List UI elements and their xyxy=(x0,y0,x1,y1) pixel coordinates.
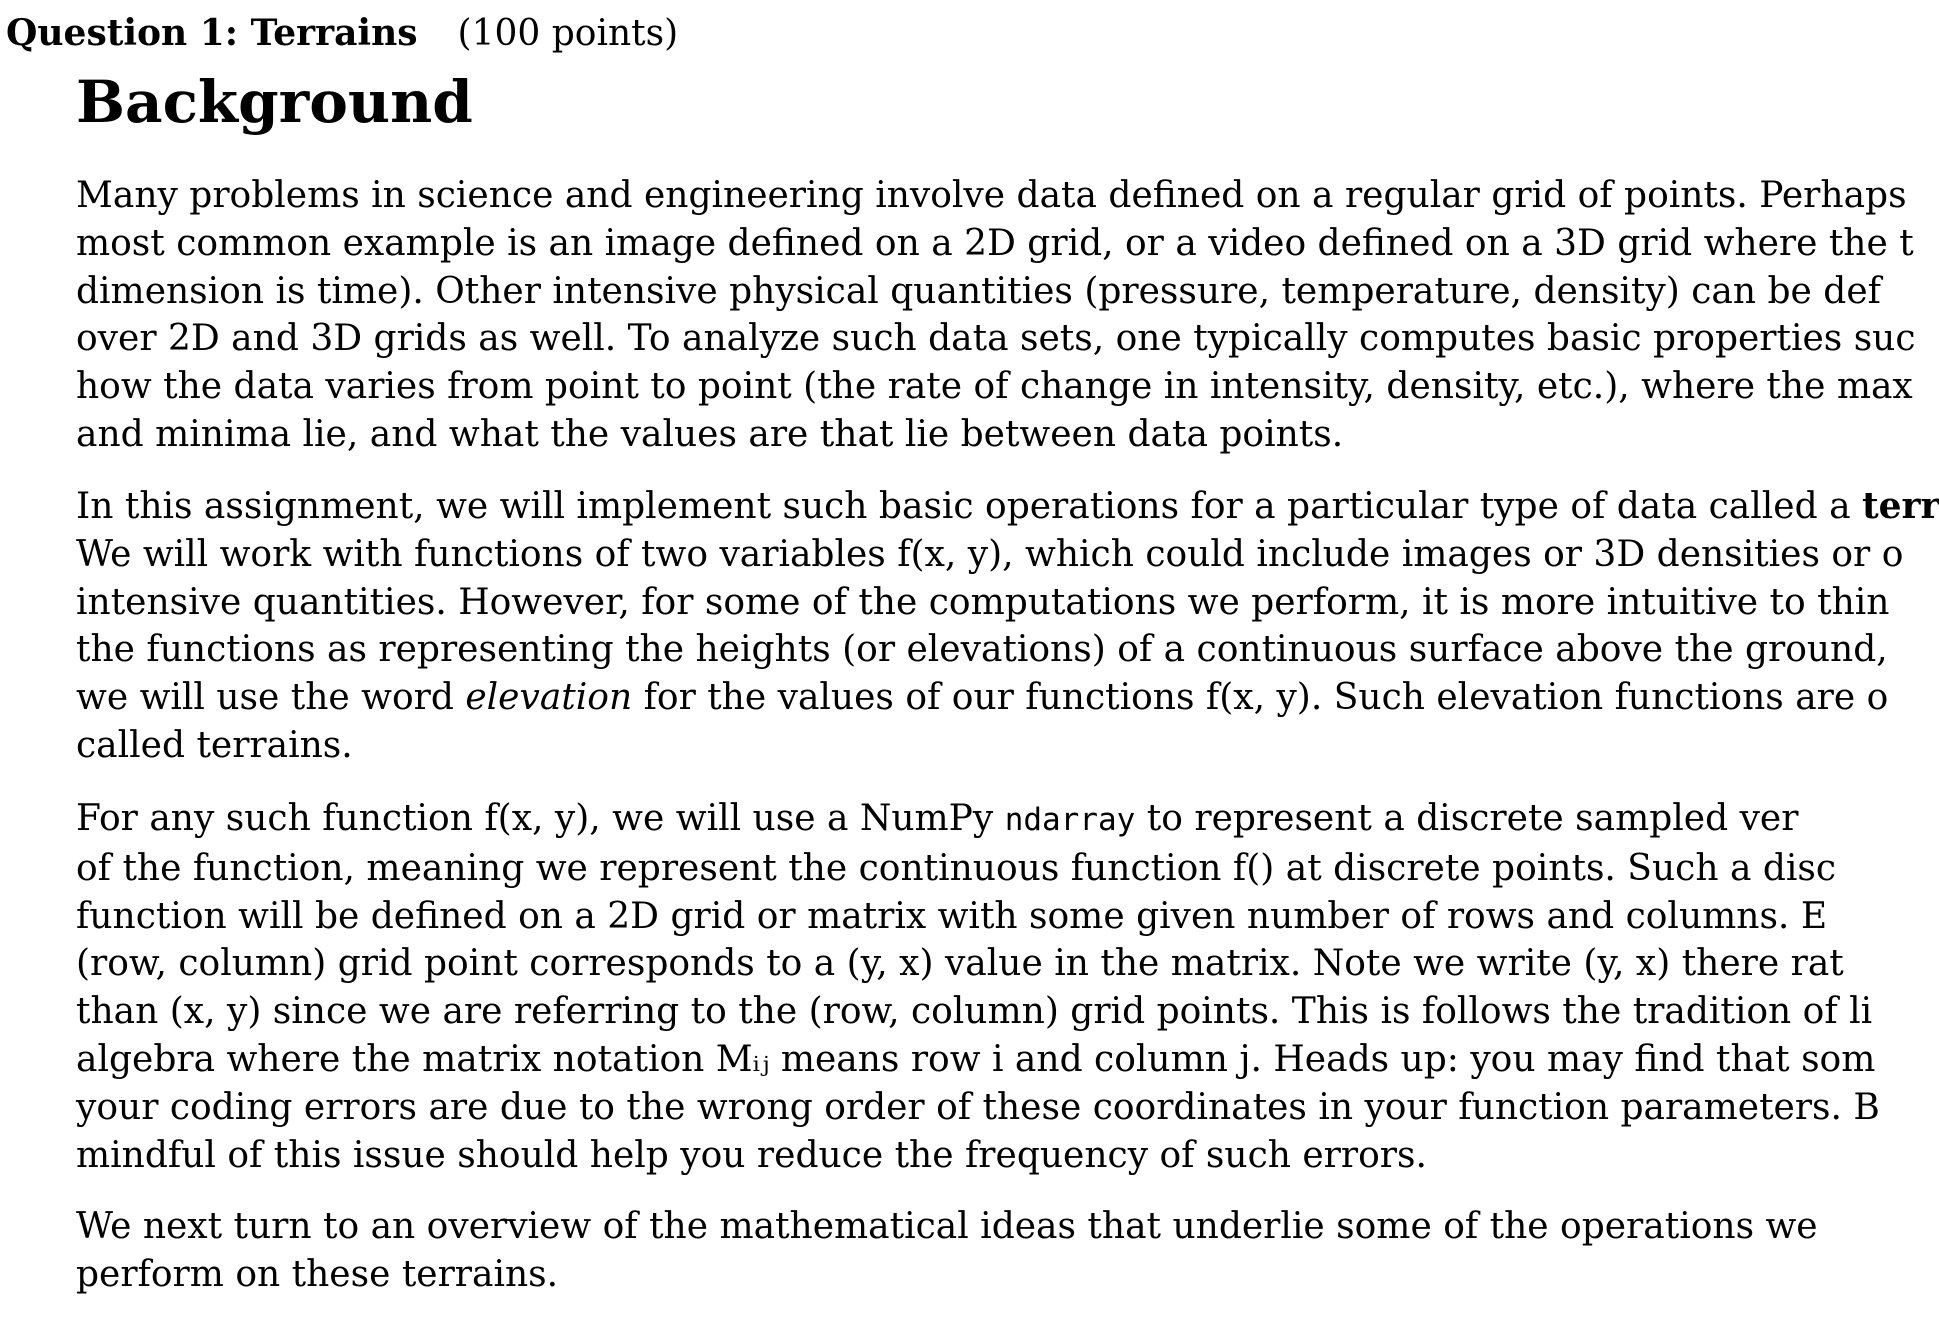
paragraph-line: dimension is time). Other intensive physical quantities (pressure, temperature, density) can be def xyxy=(76,270,1881,312)
paragraph-line: Many problems in science and engineering involve data defined on a regular grid of points. Perhaps xyxy=(76,175,1907,216)
paragraph-line: We will work with functions of two variables f(x, y), which could include images or 3D densities or o xyxy=(76,533,1904,575)
paragraph-line: the functions as representing the heights (or elevations) of a continuous surface above the ground, xyxy=(76,629,1888,671)
paragraph-line: mindful of this issue should help you reduce the frequency of such errors. xyxy=(76,1134,1427,1176)
paragraph-line xyxy=(76,674,1889,722)
paragraph-intro xyxy=(76,172,1916,459)
bold-term: terr xyxy=(1862,485,1939,527)
paragraph-overview xyxy=(76,1203,1818,1299)
text-run: In this assignment, we will implement such basic operations for a particular type of data called a xyxy=(76,486,1862,527)
paragraph-line: and minima lie, and what the values are that lie between data points. xyxy=(76,413,1344,455)
code-term: ndarray xyxy=(1004,802,1136,838)
paragraph-assignment xyxy=(76,483,1939,770)
paragraph-line: of the function, meaning we represent the continuous function f() at discrete points. Such a disc xyxy=(76,847,1837,889)
paragraph-line xyxy=(76,795,1799,845)
paragraph-line: algebra where the matrix notation Mᵢⱼ means row i and column j. Heads up: you may find that som xyxy=(76,1038,1876,1080)
text-run: For any such function f(x, y), we will use a NumPy xyxy=(76,798,1005,839)
paragraph-line: called terrains. xyxy=(76,724,353,766)
paragraph-line: We next turn to an overview of the mathematical ideas that underlie some of the operations we xyxy=(76,1206,1818,1247)
paragraph-line: than (x, y) since we are referring to the (row, column) grid points. This is follows the tradition of li xyxy=(76,991,1873,1033)
text-run: to represent a discrete sampled ver xyxy=(1135,798,1799,839)
question-points: (100 points) xyxy=(457,13,679,54)
paragraph-line: over 2D and 3D grids as well. To analyze such data sets, one typically computes basic properties suc xyxy=(76,318,1916,360)
question-header xyxy=(6,10,678,57)
paragraph-line: perform on these terrains. xyxy=(76,1253,559,1295)
paragraph-line: most common example is an image defined on a 2D grid, or a video defined on a 3D grid where the t xyxy=(76,222,1914,264)
paragraph-line: (row, column) grid point corresponds to a (y, x) value in the matrix. Note we write (y, x) there rat xyxy=(76,943,1844,985)
paragraph-line xyxy=(76,483,1939,531)
paragraph-ndarray xyxy=(76,795,1880,1179)
text-run: for the values of our functions f(x, y). Such elevation functions are o xyxy=(632,677,1889,719)
paragraph-line: intensive quantities. However, for some of the computations we perform, it is more intuitive to thin xyxy=(76,581,1890,623)
italic-term: elevation xyxy=(465,677,633,719)
paragraph-line: function will be defined on a 2D grid or matrix with some given number of rows and columns. E xyxy=(76,895,1828,937)
paragraph-line: how the data varies from point to point (the rate of change in intensity, density, etc.), where the max xyxy=(76,366,1913,408)
paragraph-line: your coding errors are due to the wrong order of these coordinates in your function parameters. B xyxy=(76,1086,1880,1128)
section-title: Background xyxy=(76,68,473,136)
text-run: we will use the word xyxy=(76,677,466,719)
question-title: Question 1: Terrains xyxy=(6,12,418,54)
